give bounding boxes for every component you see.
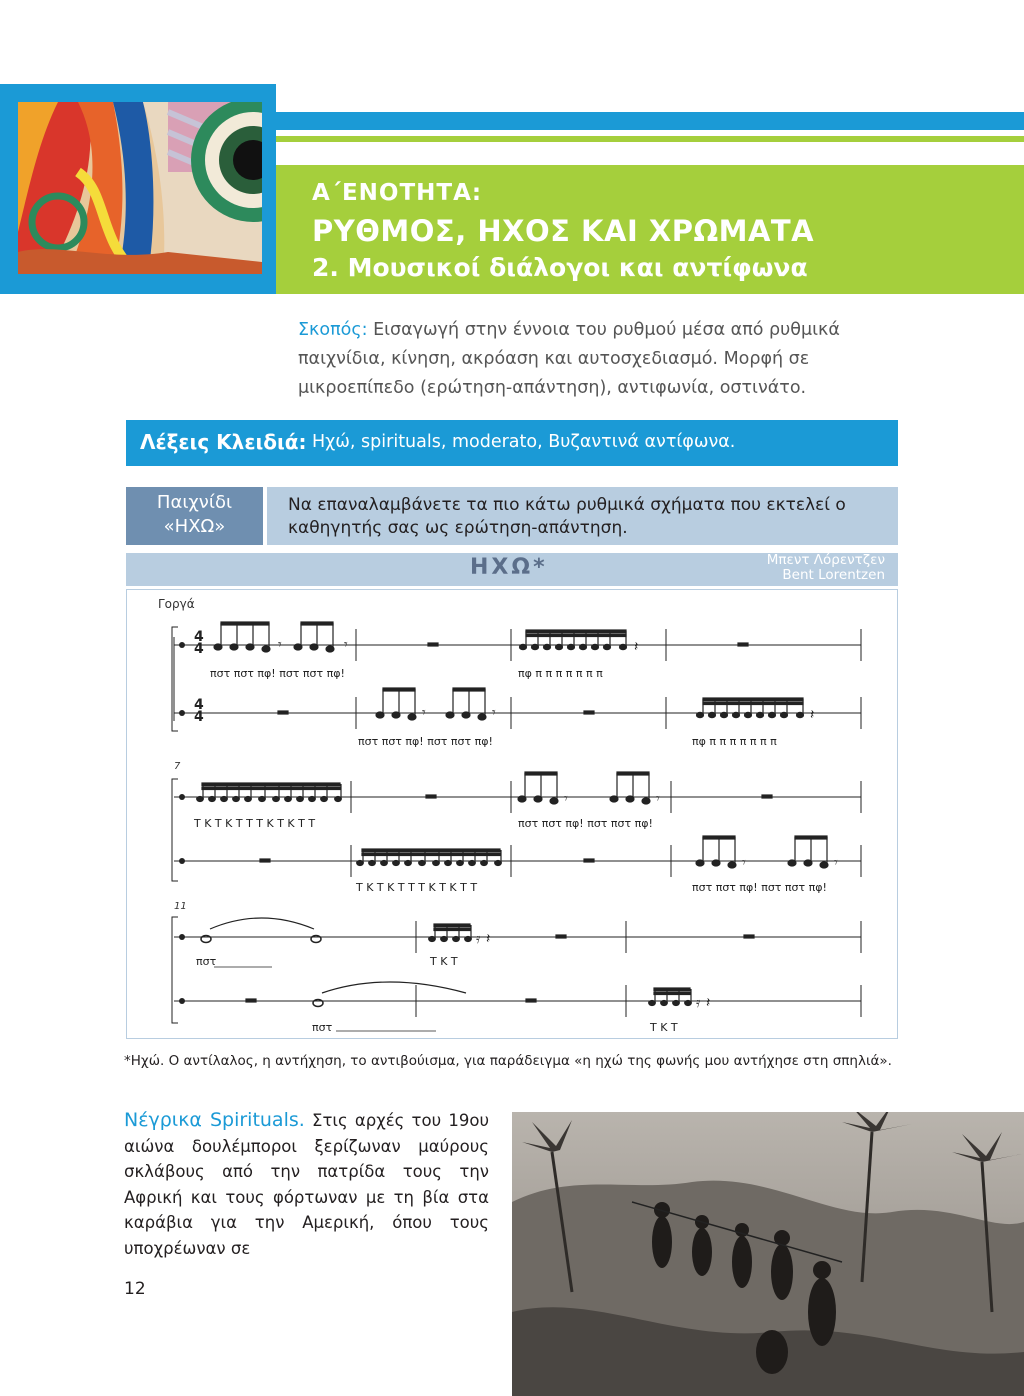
header-stripe-green: [276, 136, 1024, 142]
svg-text:𝄾: 𝄾: [492, 705, 496, 721]
syllables-s2-top-tk: Τ Κ Τ Κ Τ Τ Τ Κ Τ Κ Τ Τ: [194, 817, 316, 830]
svg-text:𝄽: 𝄽: [486, 931, 491, 947]
syllables-s1-top-run: πφ π π π π π π π: [518, 667, 603, 680]
game-label: [126, 491, 263, 539]
svg-text:𝄾: 𝄾: [834, 855, 838, 871]
game-instructions: Να επαναλαμβάνετε τα πιο κάτω ρυθμικά σχήματα που εκτελεί ο καθηγητής σας ως ερώτηση-απάντηση.: [288, 495, 846, 538]
svg-text:𝄾: 𝄾: [422, 705, 426, 721]
unit-label: Α΄ΕΝΟΤΗΤΑ:: [312, 180, 483, 206]
svg-text:𝄽: 𝄽: [810, 707, 815, 723]
composer: [720, 553, 885, 583]
syllables-s3-top-pst: πστ: [196, 955, 217, 968]
syllables-s2-bottom: πστ πστ πφ! πστ πστ πφ!: [692, 881, 827, 894]
svg-text:4: 4: [194, 697, 204, 713]
syllables-s1-top: πστ πστ πφ! πστ πστ πφ!: [210, 667, 345, 680]
page-number: 12: [124, 1279, 146, 1299]
keywords-text: Ηχώ, spirituals, moderato, Βυζαντινά αντίφωνα.: [312, 432, 736, 452]
score-notation: [126, 589, 898, 1039]
footnote: *Ηχώ. Ο αντίλαλος, η αντήχηση, το αντιβούισμα, για παράδειγμα «η ηχώ της φωνής μου αντήχησε στη σπηλιά».: [124, 1053, 892, 1069]
aim-text: Εισαγωγή στην έννοια του ρυθμού μέσα από ρυθμικά παιχνίδια, κίνηση, ακρόαση και αυτοσχεδιασμό. Μορφή σε μικροεπίπεδο (ερώτηση-απάντηση), αντιφωνία, οστινάτο.: [298, 320, 840, 398]
syllables-s3-bottom-tkt: Τ Κ Τ: [650, 1021, 678, 1034]
syllables-s3-top-tkt: Τ Κ Τ: [430, 955, 458, 968]
svg-text:𝄽: 𝄽: [634, 639, 639, 655]
svg-text:𝄾: 𝄾: [742, 855, 746, 871]
svg-text:4: 4: [194, 629, 204, 645]
svg-text:4: 4: [194, 641, 204, 657]
spirituals-label: Νέγρικα Spirituals.: [124, 1109, 305, 1131]
syllables-s1-bottom: πστ πστ πφ! πστ πστ πφ!: [358, 735, 493, 748]
svg-text:𝄾: 𝄾: [656, 791, 660, 807]
slave-trade-engraving: [512, 1112, 1024, 1396]
composer-greek: Μπεντ Λόρεντζεν: [766, 552, 885, 568]
abstract-painting: [18, 102, 262, 274]
measure-number-7: 7: [174, 761, 181, 772]
game-label-line2: «ΗΧΩ»: [163, 516, 226, 537]
composer-latin: Bent Lorentzen: [782, 567, 885, 583]
aim-paragraph: [298, 316, 898, 403]
measure-number-11: 11: [174, 901, 187, 912]
syllables-s2-top: πστ πστ πφ! πστ πστ πφ!: [518, 817, 653, 830]
aim-label: Σκοπός:: [298, 320, 368, 340]
syllables-s2-bottom-tk: Τ Κ Τ Κ Τ Τ Τ Κ Τ Κ Τ Τ: [356, 881, 478, 894]
svg-text:𝄿: 𝄿: [476, 931, 481, 947]
header-stripe-blue: [276, 112, 1024, 130]
spirituals-paragraph: [124, 1108, 489, 1261]
game-label-line1: Παιχνίδι: [156, 492, 233, 513]
tempo-marking: Γοργά: [158, 597, 195, 611]
keywords-label: Λέξεις Κλειδιά:: [140, 430, 307, 454]
svg-text:𝄾: 𝄾: [344, 637, 348, 653]
unit-title: ΡΥΘΜΟΣ, ΗΧΟΣ ΚΑΙ ΧΡΩΜΑΤΑ: [312, 214, 815, 248]
piece-title: ΗΧΩ*: [470, 555, 548, 580]
spirituals-text: Στις αρχές του 19ου αιώνα δουλέμποροι ξερίζωναν μαύρους σκλάβους από την πατρίδα τους την Αφρική και τους φόρτωναν με τη βία στα καράβια για την Αμερική, όπου τους υποχρέωναν σε: [124, 1111, 489, 1258]
svg-text:4: 4: [194, 709, 204, 725]
svg-text:𝄾: 𝄾: [564, 791, 568, 807]
syllables-s1-bottom-run: πφ π π π π π π π: [692, 735, 777, 748]
svg-text:𝄿: 𝄿: [696, 995, 701, 1011]
syllables-s3-bottom-pst: πστ: [312, 1021, 333, 1034]
svg-text:𝄽: 𝄽: [706, 995, 711, 1011]
unit-subtitle: 2. Μουσικοί διάλογοι και αντίφωνα: [312, 253, 808, 282]
svg-text:𝄾: 𝄾: [278, 637, 282, 653]
